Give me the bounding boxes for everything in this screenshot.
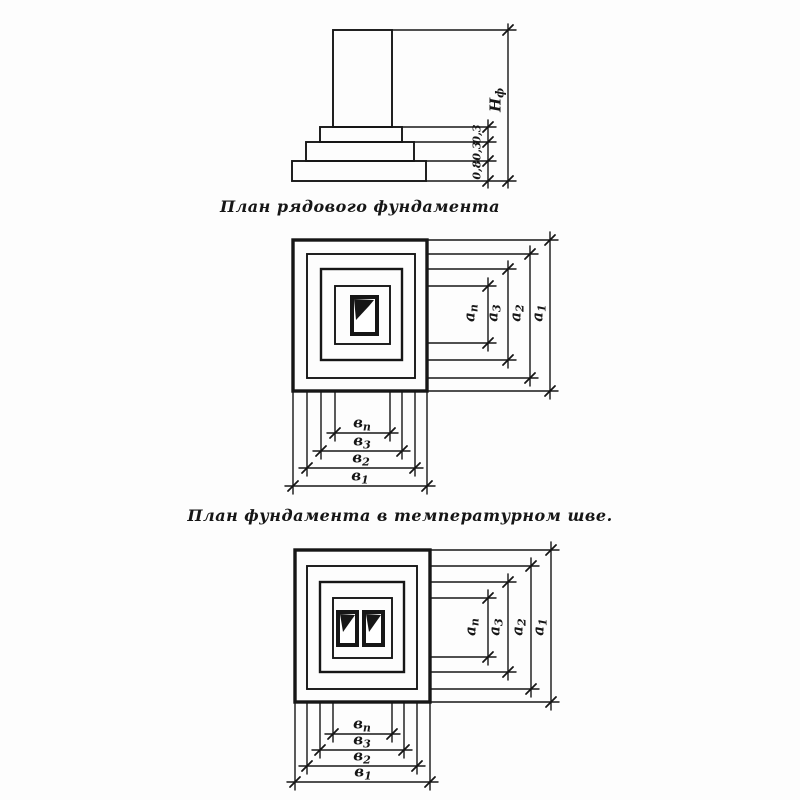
dim-base: а bbox=[485, 625, 504, 636]
dim-sub: п bbox=[362, 721, 371, 735]
plan1-dim-label-v1 bbox=[351, 466, 369, 487]
dim-base: в bbox=[351, 466, 362, 485]
dim-label-total-height bbox=[486, 87, 507, 113]
dim-base: в bbox=[354, 762, 365, 781]
dim-base: в bbox=[353, 431, 364, 450]
dim-sub: ф bbox=[493, 87, 507, 98]
plan1-dim-label-a2 bbox=[506, 304, 527, 322]
plan-expansion-joint bbox=[287, 542, 559, 790]
dim-base: Н bbox=[486, 97, 505, 113]
caption-expansion-joint-foundation-plan: План фундамента в температурном шве. bbox=[187, 506, 613, 525]
dim-label-step-top: 0,3 bbox=[470, 124, 484, 144]
plan2-dim-label-v1 bbox=[354, 762, 372, 783]
dim-base: а bbox=[461, 626, 480, 636]
elevation-column bbox=[333, 30, 392, 127]
dim-sub: п bbox=[467, 304, 481, 313]
dim-sub: 3 bbox=[363, 737, 371, 751]
dim-sub: 1 bbox=[361, 473, 369, 487]
dim-sub: 2 bbox=[363, 753, 371, 767]
dim-label-step-middle: 0,3 bbox=[470, 141, 484, 161]
elevation-step-middle bbox=[306, 142, 414, 161]
dim-base: в bbox=[352, 448, 363, 467]
elevation-step-bottom bbox=[292, 161, 426, 181]
dim-base: а bbox=[528, 311, 547, 322]
plan2-dim-label-ap bbox=[461, 618, 482, 636]
plan1-dim-label-ap bbox=[460, 304, 481, 322]
plan1-dim-label-v2 bbox=[352, 448, 370, 469]
dim-sub: 1 bbox=[536, 618, 550, 626]
dim-base: а bbox=[529, 625, 548, 636]
dim-base: в bbox=[353, 714, 363, 733]
dim-sub: 2 bbox=[513, 304, 527, 312]
plan1-dim-label-a1 bbox=[528, 304, 549, 322]
dim-sub: 1 bbox=[535, 304, 549, 312]
dim-sub: 3 bbox=[492, 618, 506, 626]
dim-base: в bbox=[353, 746, 364, 765]
dim-base: а bbox=[508, 625, 527, 636]
plan1-dim-label-a3 bbox=[483, 304, 504, 322]
caption-ordinary-foundation-plan: План рядового фундамента bbox=[219, 197, 501, 216]
plan2-dim-label-a1 bbox=[529, 618, 550, 636]
dim-label-step-bottom: 0,8 bbox=[470, 160, 484, 180]
dim-sub: 3 bbox=[363, 438, 371, 452]
elevation-step-top bbox=[320, 127, 402, 142]
dim-base: в bbox=[353, 730, 364, 749]
dim-base: а bbox=[483, 311, 502, 322]
plan2-dim-label-a2 bbox=[508, 618, 529, 636]
plan1-dim-label-vp bbox=[353, 413, 371, 434]
plan-ordinary bbox=[285, 232, 558, 494]
dim-sub: 1 bbox=[364, 769, 372, 783]
dim-sub: 3 bbox=[490, 304, 504, 312]
dim-base: а bbox=[460, 312, 479, 322]
dim-sub: 2 bbox=[515, 618, 529, 626]
dim-base: а bbox=[506, 311, 525, 322]
plan2-dim-label-a3 bbox=[485, 618, 506, 636]
dim-base: в bbox=[353, 413, 363, 432]
dim-sub: 2 bbox=[362, 455, 370, 469]
dim-sub: п bbox=[468, 618, 482, 627]
dim-sub: п bbox=[362, 420, 371, 434]
